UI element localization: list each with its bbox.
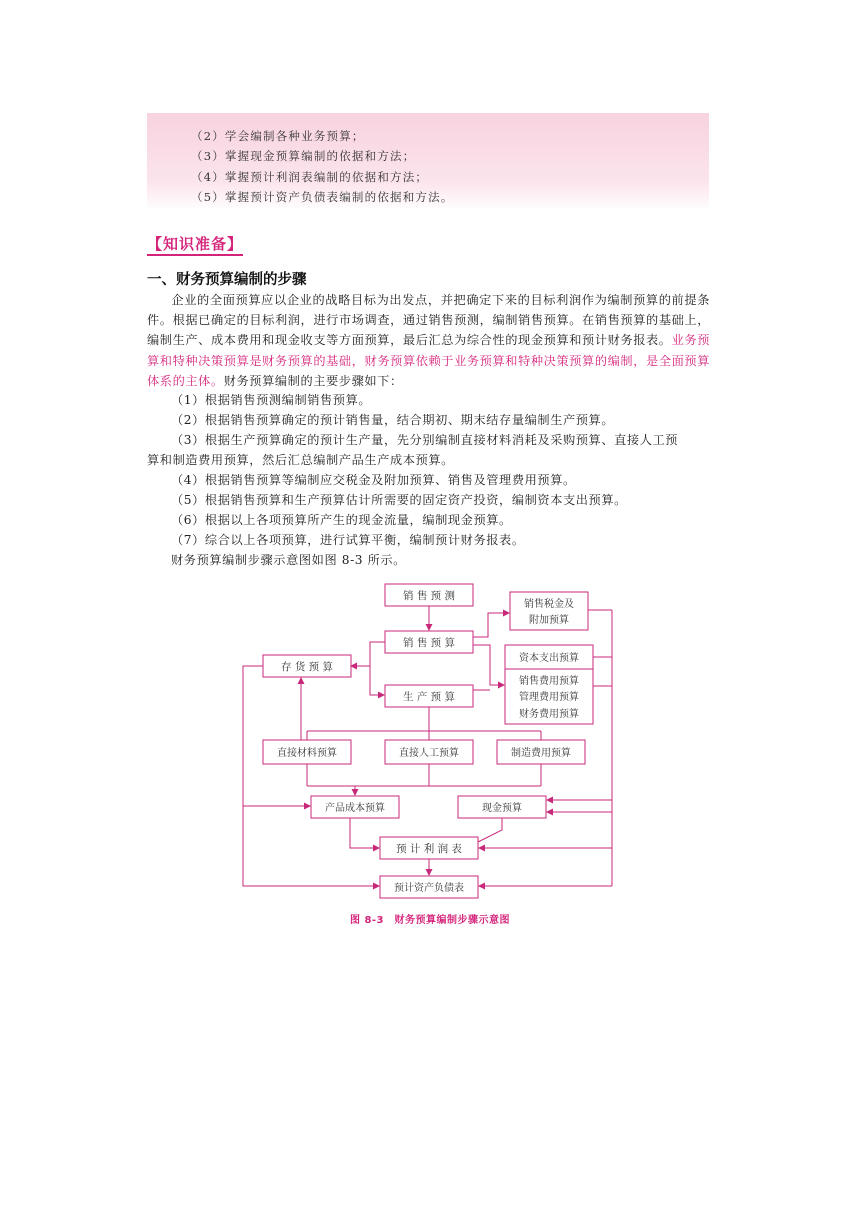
step-7: （7）综合以上各项预算，进行试算平衡，编制预计财务报表。 <box>171 533 525 547</box>
step-4: （4）根据销售预算等编制应交税金及附加预算、销售及管理费用预算。 <box>171 473 576 487</box>
label-direct-labor: 直接人工预算 <box>399 748 459 759</box>
label-overhead: 制造费用预算 <box>511 748 571 759</box>
label-balance-sheet: 预计资产负债表 <box>394 883 464 894</box>
step-3b: 算和制造费用预算，然后汇总编制产品生产成本预算。 <box>147 453 454 467</box>
step-5: （5）根据销售预算和生产预算估计所需要的固定资产投资，编制资本支出预算。 <box>171 493 627 507</box>
label-cash-budget: 现金预算 <box>482 803 522 814</box>
label-direct-material: 直接材料预算 <box>277 748 337 759</box>
label-tax-2: 附加预算 <box>529 615 569 626</box>
label-capex: 资本支出预算 <box>519 653 579 664</box>
intro-highlight: 业务预算和特种决策预算是财务预算的基础，财务预算依赖于业务预算和特种决策预算的编制，是全面预算体系的主体。 <box>147 333 710 388</box>
intro-tail: 财务预算编制的主要步骤如下： <box>223 373 403 388</box>
objective-3: （3）掌握现金预算编制的依据和方法； <box>191 149 416 163</box>
objective-2: （2）学会编制各种业务预算； <box>191 129 365 143</box>
label-inventory-budget: 存 货 预 算 <box>280 661 334 673</box>
label-sales-budget: 销 售 预 算 <box>402 637 456 649</box>
intro-text: 企业的全面预算应以企业的战略目标为出发点，并把确定下来的目标利润作为编制预算的前提条件。根据已确定的目标利润，进行市场调查，通过销售预测，编制销售预算。在销售预算的基础上，编制生产、成本费用和现金收支等方面预算，最后汇总为综合性的现金预算和预计财务报表。 <box>147 293 710 348</box>
label-product-cost: 产品成本预算 <box>325 803 385 814</box>
step-2: （2）根据销售预算确定的预计销售量，结合期初、期末结存量编制生产预算。 <box>171 413 615 427</box>
step-3a: （3）根据生产预算确定的预计生产量，先分别编制直接材料消耗及采购预算、直接人工预 <box>171 433 679 447</box>
figure-reference: 财务预算编制步骤示意图如图 8-3 所示。 <box>171 553 406 567</box>
label-income-statement: 预 计 利 润 表 <box>396 843 462 855</box>
section-heading: 一、财务预算编制的步骤 <box>147 272 307 288</box>
label-production-budget: 生 产 预 算 <box>402 691 456 703</box>
section-tag: 【知识准备】 <box>147 234 243 256</box>
label-selling-expense: 销售费用预算 <box>519 676 579 687</box>
step-6: （6）根据以上各项预算所产生的现金流量，编制现金预算。 <box>171 513 512 527</box>
label-tax-1: 销售税金及 <box>524 599 574 610</box>
label-sales-forecast: 销 售 预 测 <box>402 590 456 602</box>
objective-5: （5）掌握预计资产负债表编制的依据和方法。 <box>191 190 454 204</box>
objective-4: （4）掌握预计利润表编制的依据和方法； <box>191 170 429 184</box>
figure-caption: 图 8-3 财务预算编制步骤示意图 <box>349 915 511 926</box>
step-1: （1）根据销售预测编制销售预算。 <box>171 393 372 407</box>
label-admin-expense: 管理费用预算 <box>519 692 579 703</box>
label-finance-expense: 财务费用预算 <box>519 709 579 720</box>
